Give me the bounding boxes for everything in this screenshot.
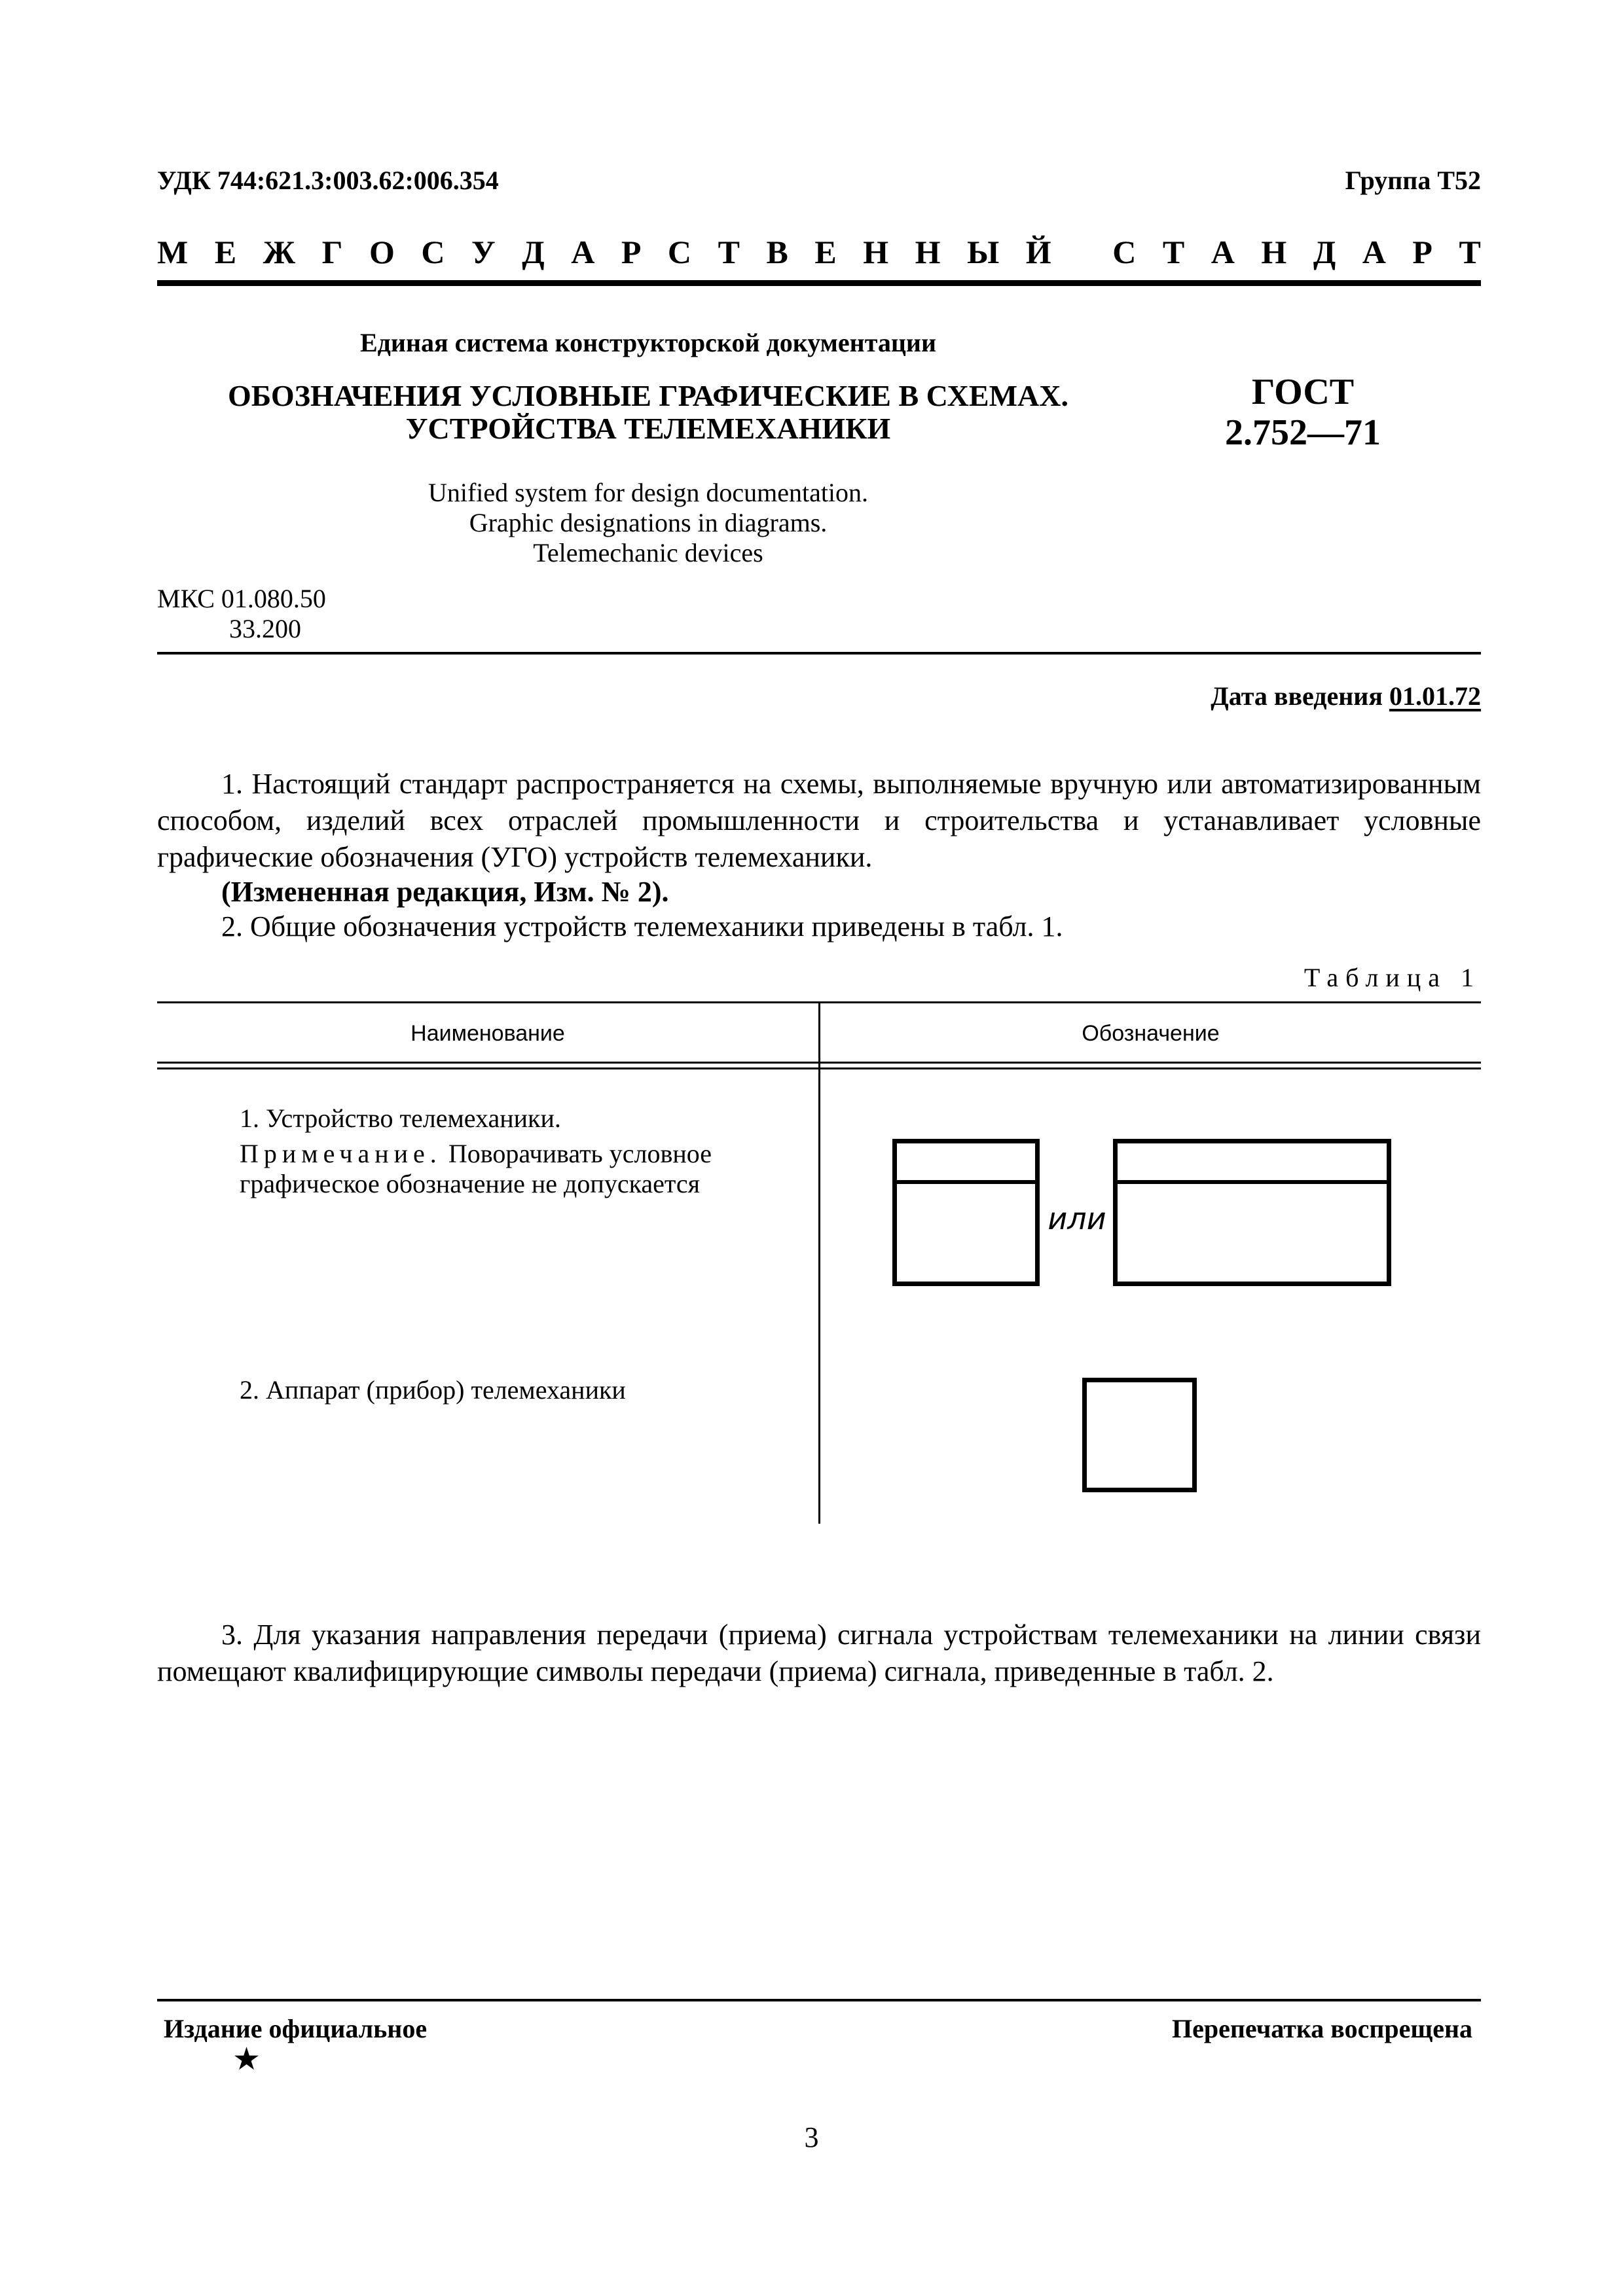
reprint-prohibited-label: Перепечатка воспрещена: [1172, 2014, 1472, 2043]
heading-letter: Ы: [967, 234, 1000, 270]
heading-letter: Д: [1313, 234, 1336, 270]
gost-number: 2.752—71: [1225, 412, 1381, 453]
table-header-symbol: Обозначение: [1082, 1021, 1220, 1046]
heading-letter: Т: [1459, 234, 1481, 270]
group-code: Группа Т52: [1345, 166, 1481, 195]
heading-letter: Е: [814, 234, 837, 270]
paragraph-3: 3. Для указания направления передачи (приема) сигнала устройствам телемеханики на линии связи помещают квалифицирующие символы передачи (приема) сигнала, приведенные в табл. 2.: [157, 1619, 1481, 1687]
heading-letter: С: [667, 234, 692, 270]
system-name: Единая система конструкторской документации: [360, 328, 936, 357]
table-header-name: Наименование: [410, 1021, 565, 1046]
table-row-2-name: 2. Аппарат (прибор) телемеханики: [240, 1375, 626, 1405]
udk-code: УДК 744:621.3:003.62:006.354: [157, 166, 499, 195]
symbol-header-band: [1118, 1143, 1387, 1184]
telemechanics-device-symbol-square: [892, 1139, 1040, 1286]
heading-letter: О: [369, 234, 395, 270]
table-header-rule: [157, 1062, 1481, 1064]
heading-letter: Е: [214, 234, 237, 270]
heading-letter: Р: [621, 234, 642, 270]
middle-rule: [157, 652, 1481, 655]
heading-letter: Т: [718, 234, 740, 270]
note-label: Примечание.: [240, 1139, 442, 1168]
table-caption: Таблица 1: [1304, 963, 1481, 992]
paragraph-2: 2. Общие обозначения устройств телемеханики приведены в табл. 1.: [221, 910, 1063, 942]
heading-letter: В: [766, 234, 788, 270]
heading-word-gap: [1078, 233, 1086, 271]
document-title: [157, 380, 1139, 445]
title-line-1: ОБОЗНАЧЕНИЯ УСЛОВНЫЕ ГРАФИЧЕСКИЕ В СХЕМАХ.: [228, 379, 1068, 412]
or-label: или: [1048, 1201, 1106, 1236]
english-line-3: Telemechanic devices: [533, 538, 763, 567]
intro-date-value: 01.01.72: [1389, 681, 1481, 711]
heading-letter: Г: [321, 234, 343, 270]
heading-letter: Ж: [263, 234, 296, 270]
footer-rule: [157, 1999, 1481, 2001]
heading-letter: Н: [915, 234, 941, 270]
heading-letter: Й: [1025, 234, 1051, 270]
table-row-1-name: 1. Устройство телемеханики.: [240, 1103, 561, 1133]
title-line-2: УСТРОЙСТВА ТЕЛЕМЕХАНИКИ: [405, 412, 891, 445]
heading-letter: Т: [1162, 234, 1185, 270]
mks-line-1: МКС 01.080.50: [157, 584, 326, 613]
intro-date-label: Дата введения: [1211, 681, 1389, 711]
interstate-standard-heading: [157, 233, 1481, 271]
top-rule: [157, 280, 1481, 286]
heading-letter: А: [1211, 234, 1235, 270]
heading-letter: А: [571, 234, 595, 270]
heading-letter: У: [471, 234, 496, 270]
english-title: [157, 478, 1139, 568]
gost-label: ГОСТ: [1251, 372, 1355, 412]
paragraph-1-amendment: (Измененная редакция, Изм. № 2).: [221, 876, 669, 908]
table-row-1-note: [240, 1139, 803, 1199]
paragraph-1: 1. Настоящий стандарт распространяется на схемы, выполняемые вручную или автоматизированным способом, изделий всех отраслей промышленности и строительства и устанавливает условные графические обозначения (УГО) устройств телемеханики.: [157, 768, 1481, 873]
english-line-1: Unified system for design documentation.: [428, 478, 869, 507]
introduction-date: [1211, 681, 1481, 711]
heading-letter: М: [157, 234, 189, 270]
mks-codes: [157, 584, 326, 644]
heading-letter: С: [421, 234, 445, 270]
heading-letter: С: [1112, 234, 1137, 270]
symbol-header-band: [897, 1143, 1035, 1184]
heading-letter: Н: [863, 234, 889, 270]
telemechanics-apparatus-symbol: [1082, 1378, 1197, 1492]
heading-letter: Д: [522, 234, 545, 270]
mks-line-2: 33.200: [229, 614, 301, 643]
official-edition-label: Издание официальное: [164, 2014, 428, 2043]
star-icon: ★: [232, 2041, 261, 2077]
heading-letter: Р: [1412, 234, 1432, 270]
page-number: 3: [804, 2121, 819, 2153]
table-header-rule-double: [157, 1067, 1481, 1069]
heading-letter: Н: [1261, 234, 1287, 270]
heading-letter: А: [1362, 234, 1386, 270]
telemechanics-device-symbol-wide: [1113, 1139, 1391, 1286]
gost-designation: [1192, 372, 1414, 453]
note-text: Поворачивать условное графическое обозначение не допускается: [240, 1139, 712, 1198]
table-column-divider: [818, 1001, 820, 1524]
english-line-2: Graphic designations in diagrams.: [469, 508, 828, 537]
